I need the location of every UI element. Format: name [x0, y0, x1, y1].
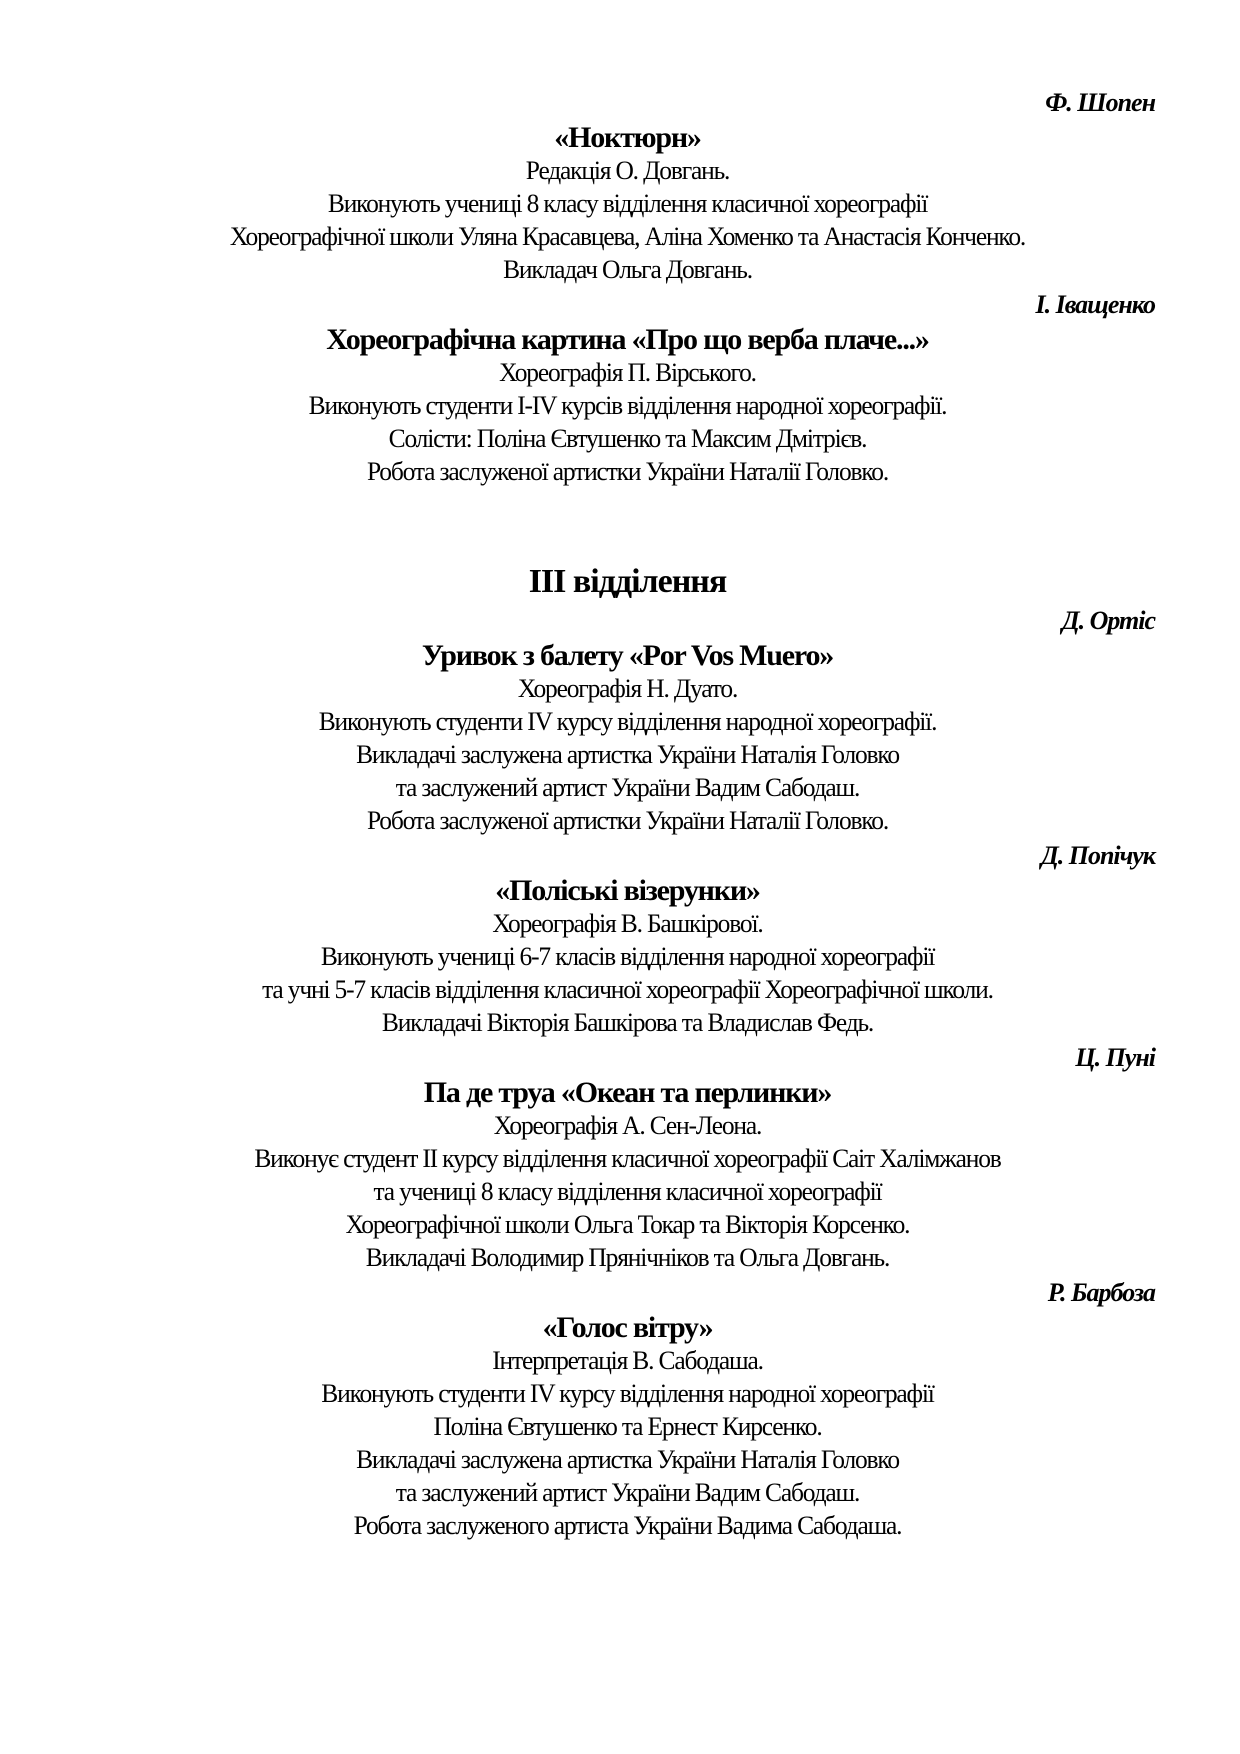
section-heading: ІІІ відділення — [528, 563, 727, 600]
piece-line: Робота заслуженої артистки України Наталії Головко. — [366, 457, 889, 486]
piece-line: Поліна Євтушенко та Ернест Кирсенко. — [433, 1412, 822, 1441]
piece-line: Викладачі Володимир Прянічніков та Ольга Довгань. — [365, 1243, 890, 1272]
program-item-pas-de-trois — [100, 1041, 1155, 1274]
piece-line: Викладачі заслужена артистка України Наталія Головко — [356, 740, 899, 769]
program-item-poliski-vizerunky — [100, 839, 1155, 1039]
piece-line: та заслужений артист України Вадим Сабодаш. — [395, 773, 860, 802]
piece-line: Хореографія П. Вірського. — [499, 358, 756, 387]
composer-name: Ц. Пуні — [1075, 1043, 1155, 1072]
piece-title: Па де труа «Океан та перлинки» — [423, 1076, 832, 1109]
piece-line: Робота заслуженої артистки України Наталії Головко. — [366, 806, 889, 835]
piece-line: Редакція О. Довгань. — [525, 156, 730, 185]
piece-line: Виконують студенти IV курсу відділення народної хореографії. — [318, 707, 937, 736]
piece-line: Викладач Ольга Довгань. — [503, 255, 752, 284]
piece-line: Робота заслуженого артиста України Вадима Сабодаша. — [353, 1511, 902, 1540]
piece-line: Хореографія Н. Дуато. — [517, 674, 738, 703]
piece-line: Хореографія А. Сен-Леона. — [493, 1111, 762, 1140]
piece-title: Уривок з балету «Por Vos Muero» — [421, 639, 834, 672]
piece-title: «Поліські візерунки» — [495, 874, 760, 907]
piece-line: Викладачі заслужена артистка України Наталія Головко — [356, 1445, 899, 1474]
piece-line: Виконують учениці 6-7 класів відділення народної хореографії — [320, 942, 935, 971]
composer-name: І. Іващенко — [1035, 290, 1155, 319]
piece-line: Виконують студенти IV курсу відділення народної хореографії — [321, 1379, 934, 1408]
composer-name: Ф. Шопен — [1045, 88, 1155, 117]
program-item-holos-vitru — [100, 1276, 1155, 1542]
program-content — [100, 84, 1155, 1542]
piece-line: та заслужений артист України Вадим Сабодаш. — [395, 1478, 860, 1507]
piece-line: Солісти: Поліна Євтушенко та Максим Дмітрієв. — [388, 424, 867, 453]
program-item-verba — [100, 288, 1155, 488]
composer-name: Д. Попічук — [1040, 841, 1155, 870]
piece-title: «Голос вітру» — [542, 1311, 713, 1344]
piece-line: Хореографічної школи Ольга Токар та Вікторія Корсенко. — [345, 1210, 910, 1239]
piece-title: Хореографічна картина «Про що верба плаче...» — [326, 323, 929, 356]
piece-line: Виконує студент ІІ курсу відділення класичної хореографії Саіт Халімжанов — [254, 1144, 1001, 1173]
composer-name: Д. Ортіс — [1061, 606, 1155, 635]
piece-line: та учениці 8 класу відділення класичної хореографії — [373, 1177, 882, 1206]
piece-line: Викладачі Вікторія Башкірова та Владислав Федь. — [381, 1008, 874, 1037]
piece-title: «Ноктюрн» — [554, 121, 701, 154]
piece-line: Хореографія В. Башкірової. — [492, 909, 763, 938]
piece-line: Інтерпретація В. Сабодаша. — [492, 1346, 763, 1375]
piece-line: Хореографічної школи Уляна Красавцева, Аліна Хоменко та Анастасія Конченко. — [229, 222, 1026, 251]
piece-line: Виконують студенти І-ІV курсів відділення народної хореографії. — [308, 391, 947, 420]
composer-name: Р. Барбоза — [1047, 1278, 1155, 1307]
piece-line: та учні 5-7 класів відділення класичної хореографії Хореографічної школи. — [262, 975, 993, 1004]
program-item-por-vos-muero — [100, 604, 1155, 837]
piece-line: Виконують учениці 8 класу відділення класичної хореографії — [327, 189, 928, 218]
program-item-nocturne — [100, 86, 1155, 286]
